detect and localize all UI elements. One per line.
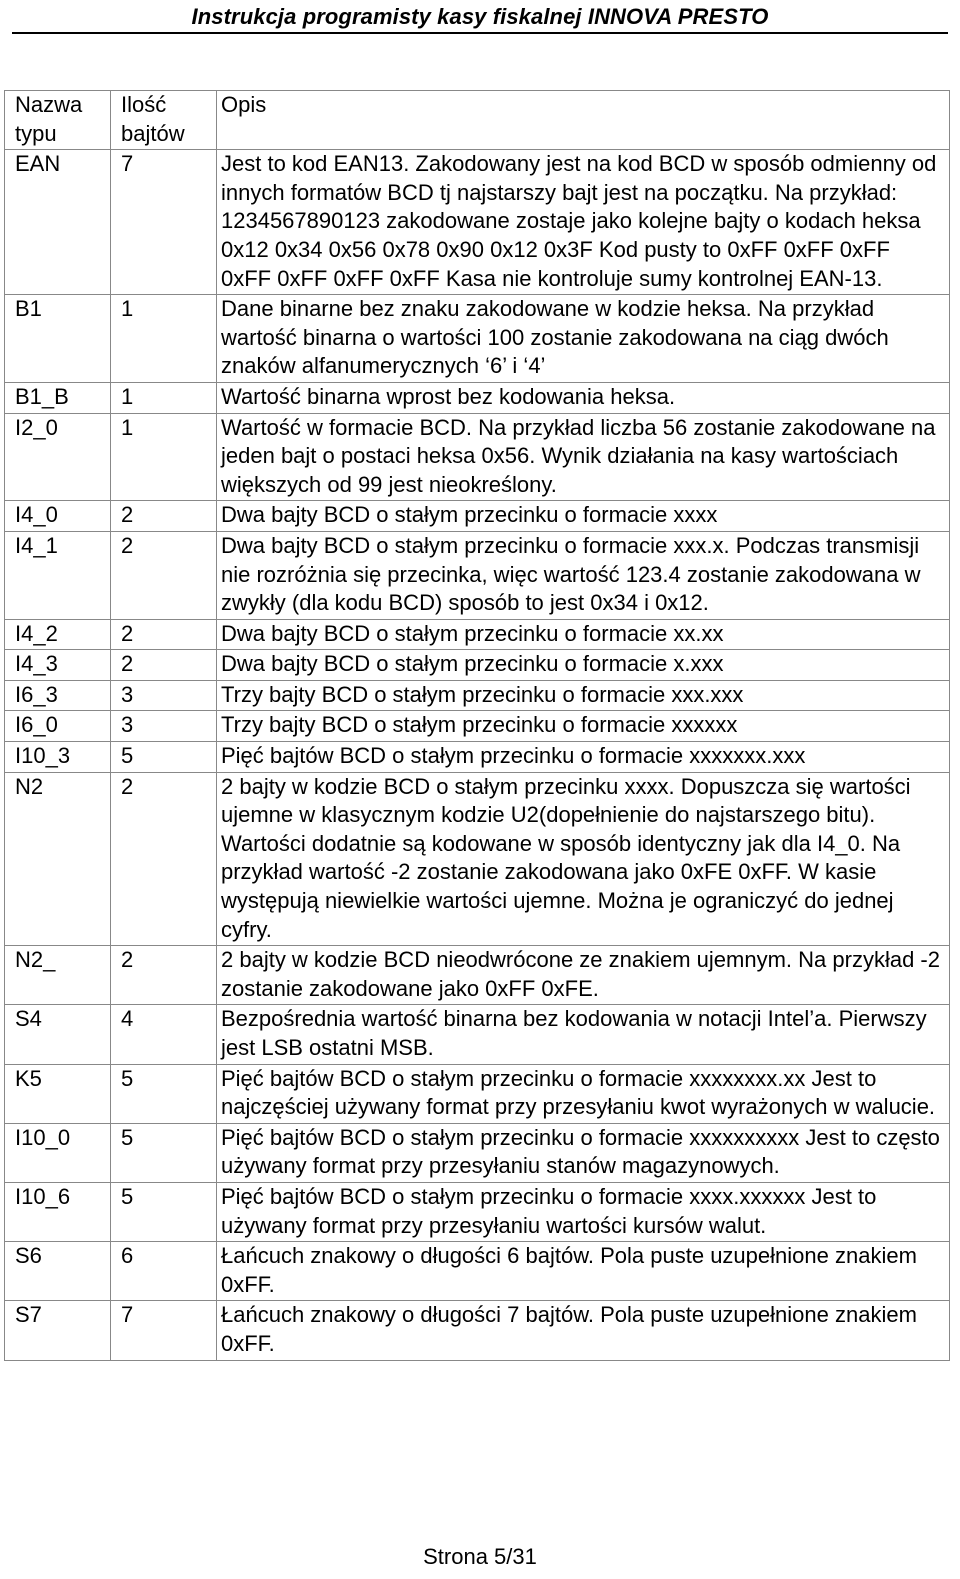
page-number: Strona 5/31 <box>423 1544 537 1569</box>
bytes-cell: 6 <box>111 1242 217 1301</box>
header-bytes: Ilość bajtów <box>111 91 217 150</box>
bytes-cell: 5 <box>111 1182 217 1241</box>
type-cell: EAN <box>5 150 111 295</box>
desc-cell: Łańcuch znakowy o długości 6 bajtów. Pola puste uzupełnione znakiem 0xFF. <box>217 1242 950 1301</box>
desc-cell: Dwa bajty BCD o stałym przecinku o formacie xx.xx <box>217 619 950 650</box>
desc-cell: Dwa bajty BCD o stałym przecinku o formacie xxx.x. Podczas transmisji nie rozróżnia się przecinka, więc wartość 123.4 zostanie zakodowana w zwykły (dla kodu BCD) sposób to jest 0x34 i 0x12. <box>217 531 950 619</box>
table-row <box>5 946 950 1005</box>
type-cell: N2 <box>5 772 111 946</box>
type-cell: I6_3 <box>5 680 111 711</box>
desc-cell: Pięć bajtów BCD o stałym przecinku o formacie xxxxxxxxxx Jest to często używany format przy przesyłaniu stanów magazynowych. <box>217 1123 950 1182</box>
type-cell: K5 <box>5 1064 111 1123</box>
table-row <box>5 1005 950 1064</box>
type-cell: S4 <box>5 1005 111 1064</box>
type-cell: S7 <box>5 1301 111 1360</box>
type-cell: I4_1 <box>5 531 111 619</box>
data-types-table <box>4 90 950 1361</box>
desc-cell: Pięć bajtów BCD o stałym przecinku o formacie xxxx.xxxxxx Jest to używany format przy przesyłaniu wartości kursów walut. <box>217 1182 950 1241</box>
bytes-cell: 5 <box>111 1123 217 1182</box>
desc-cell: Pięć bajtów BCD o stałym przecinku o formacie xxxxxxxx.xx Jest to najczęściej używany format przy przesyłaniu kwot wyrażonych w walucie. <box>217 1064 950 1123</box>
desc-cell: 2 bajty w kodzie BCD o stałym przecinku xxxx. Dopuszcza się wartości ujemne w klasycznym kodzie U2(dopełnienie do najstarszego bitu). Wartości dodatnie są kodowane w sposób identyczny jak dla I4_0. Na przykład wartość -2 zostanie zakodowana jako 0xFE 0xFF. W kasie występują niewielkie wartości ujemne. Można je ograniczyć do jednej cyfry. <box>217 772 950 946</box>
header-type: Nazwa typu <box>5 91 111 150</box>
table-row <box>5 150 950 295</box>
table-row <box>5 295 950 383</box>
table-row <box>5 1301 950 1360</box>
desc-cell: Wartość binarna wprost bez kodowania heksa. <box>217 382 950 413</box>
desc-cell: Jest to kod EAN13. Zakodowany jest na kod BCD w sposób odmienny od innych formatów BCD tj najstarszy bajt jest na początku. Na przykład: 1234567890123 zakodowane zostaje jako kolejne bajty o kodach heksa 0x12 0x34 0x56 0x78 0x90 0x12 0x3F Kod pusty to 0xFF 0xFF 0xFF 0xFF 0xFF 0xFF 0xFF Kasa nie kontroluje sumy kontrolnej EAN-13. <box>217 150 950 295</box>
bytes-cell: 2 <box>111 531 217 619</box>
bytes-cell: 4 <box>111 1005 217 1064</box>
type-cell: I4_3 <box>5 650 111 681</box>
table-row <box>5 1064 950 1123</box>
desc-cell: Trzy bajty BCD o stałym przecinku o formacie xxxxxx <box>217 711 950 742</box>
bytes-cell: 2 <box>111 772 217 946</box>
bytes-cell: 2 <box>111 946 217 1005</box>
bytes-cell: 5 <box>111 1064 217 1123</box>
bytes-cell: 3 <box>111 680 217 711</box>
table-row <box>5 1123 950 1182</box>
header-desc: Opis <box>217 91 950 150</box>
bytes-cell: 1 <box>111 382 217 413</box>
type-cell: I10_0 <box>5 1123 111 1182</box>
bytes-cell: 7 <box>111 150 217 295</box>
page-header <box>12 0 948 34</box>
table-row <box>5 711 950 742</box>
desc-cell: 2 bajty w kodzie BCD nieodwrócone ze znakiem ujemnym. Na przykład -2 zostanie zakodowane jako 0xFF 0xFE. <box>217 946 950 1005</box>
type-cell: I4_0 <box>5 501 111 532</box>
bytes-cell: 1 <box>111 413 217 501</box>
table-row <box>5 1182 950 1241</box>
table-row <box>5 1242 950 1301</box>
document-title: Instrukcja programisty kasy fiskalnej INNOVA PRESTO <box>191 4 769 29</box>
table-row <box>5 413 950 501</box>
bytes-cell: 2 <box>111 619 217 650</box>
type-cell: B1 <box>5 295 111 383</box>
bytes-cell: 7 <box>111 1301 217 1360</box>
desc-cell: Dwa bajty BCD o stałym przecinku o formacie xxxx <box>217 501 950 532</box>
desc-cell: Dane binarne bez znaku zakodowane w kodzie heksa. Na przykład wartość binarna o wartości 100 zostanie zakodowana na ciąg dwóch znaków alfanumerycznych ‘6’ i ‘4’ <box>217 295 950 383</box>
type-cell: N2_ <box>5 946 111 1005</box>
desc-cell: Trzy bajty BCD o stałym przecinku o formacie xxx.xxx <box>217 680 950 711</box>
table-row <box>5 619 950 650</box>
table-row <box>5 742 950 773</box>
type-cell: B1_B <box>5 382 111 413</box>
bytes-cell: 5 <box>111 742 217 773</box>
desc-cell: Dwa bajty BCD o stałym przecinku o formacie x.xxx <box>217 650 950 681</box>
type-cell: I2_0 <box>5 413 111 501</box>
table-row <box>5 382 950 413</box>
table-row <box>5 531 950 619</box>
bytes-cell: 2 <box>111 501 217 532</box>
type-cell: I10_6 <box>5 1182 111 1241</box>
bytes-cell: 1 <box>111 295 217 383</box>
type-cell: I4_2 <box>5 619 111 650</box>
bytes-cell: 2 <box>111 650 217 681</box>
desc-cell: Wartość w formacie BCD. Na przykład liczba 56 zostanie zakodowane na jeden bajt o postaci heksa 0x56. Wynik działania na kasy wartościach większych od 99 jest nieokreślony. <box>217 413 950 501</box>
table-row <box>5 650 950 681</box>
type-cell: I6_0 <box>5 711 111 742</box>
type-cell: I10_3 <box>5 742 111 773</box>
type-cell: S6 <box>5 1242 111 1301</box>
desc-cell: Łańcuch znakowy o długości 7 bajtów. Pola puste uzupełnione znakiem 0xFF. <box>217 1301 950 1360</box>
desc-cell: Pięć bajtów BCD o stałym przecinku o formacie xxxxxxx.xxx <box>217 742 950 773</box>
bytes-cell: 3 <box>111 711 217 742</box>
desc-cell: Bezpośrednia wartość binarna bez kodowania w notacji Intel’a. Pierwszy jest LSB ostatni MSB. <box>217 1005 950 1064</box>
table-row <box>5 772 950 946</box>
table-row <box>5 501 950 532</box>
table-row <box>5 680 950 711</box>
table-header-row <box>5 91 950 150</box>
